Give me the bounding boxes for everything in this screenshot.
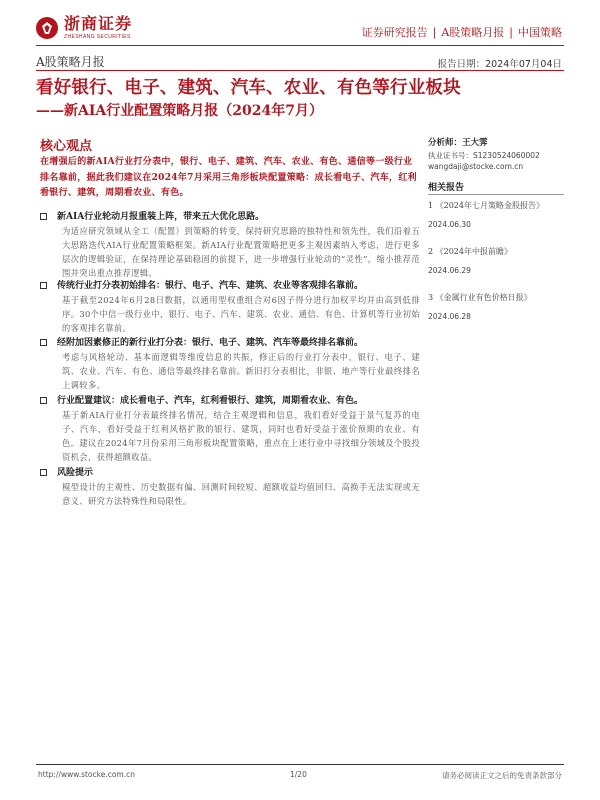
title-divider xyxy=(36,70,564,71)
bullet-section xyxy=(40,210,420,280)
bullet-section xyxy=(40,279,420,335)
related-report-title[interactable]: 2 《2024年中报前瞻》 xyxy=(428,247,512,256)
logo-emblem-icon xyxy=(36,17,58,39)
logo-english: ZHESHANG SECURITIES xyxy=(64,34,131,40)
related-reports-heading: 相关报告 xyxy=(428,183,465,193)
checkbox-bullet-icon xyxy=(40,469,47,476)
report-date: 报告日期：2024年07月04日 xyxy=(437,59,562,70)
logo-name: 浙商证券 xyxy=(64,14,133,33)
breadcrumb-item: A股策略月报 xyxy=(441,26,505,39)
header-divider xyxy=(36,45,564,46)
breadcrumb-item: 中国策略 xyxy=(518,26,562,39)
bullet-heading: 风险提示 xyxy=(57,468,94,478)
company-logo xyxy=(36,16,132,40)
bullet-body: 基于截至2024年6月28日数据，以通用型权重组合对6因子得分进行加权平均并由高到低排序。30个中信一级行业中，银行、电子、汽车、建筑、农业、通信、有色、计算机等行业初始的客观排名靠前。 xyxy=(62,295,420,333)
analyst-email[interactable]: wangdaji@stocke.com.cn xyxy=(428,162,524,171)
bullet-section xyxy=(40,466,420,508)
related-report-item[interactable] xyxy=(428,288,568,326)
checkbox-bullet-icon xyxy=(40,339,47,346)
checkbox-bullet-icon xyxy=(40,282,47,289)
related-report-item[interactable] xyxy=(428,242,568,280)
breadcrumb-item: 证券研究报告 xyxy=(361,26,428,39)
bullet-body: 模型设计的主观性、历史数据有偏、回测时间较短、超额收益均值回归、高换手无法实现或无意义、研究方法特殊性和局限性。 xyxy=(62,482,420,506)
related-report-title[interactable]: 1 《2024年七月策略金股报告》 xyxy=(428,201,544,210)
analyst-name: 分析师：王大霁 xyxy=(428,138,488,148)
footer-divider xyxy=(36,764,564,765)
bullet-heading: 经附加因素修正的新行业打分表：银行、电子、建筑、汽车等最终排名靠前。 xyxy=(57,338,364,348)
related-divider xyxy=(428,194,564,195)
bullet-body: 为适应研究领域从全工（配置）到策略的转变，保持研究思路的独特性和领先性，我们沿着五大思路迭代AIA行业配置策略框架。新AIA行业配置策略把更多主观因素纳入考虑，进行更多层次的逻辑验证，在保持理论基础稳固的前提下，进一步增强行业轮动的“灵性”，缩小推荐范围并突出重点推荐逻辑。 xyxy=(62,226,420,278)
related-report-date: 2024.06.30 xyxy=(428,220,471,229)
report-title: 看好银行、电子、建筑、汽车、农业、有色等行业板块 xyxy=(36,78,461,98)
section-heading-core: 核心观点 xyxy=(40,139,93,154)
checkbox-bullet-icon xyxy=(40,397,47,404)
bullet-heading: 新AIA行业轮动月报重装上阵，带来五大优化思路。 xyxy=(57,212,265,222)
related-report-date: 2024.06.29 xyxy=(428,266,471,275)
checkbox-bullet-icon xyxy=(40,213,47,220)
analyst-info xyxy=(428,138,540,173)
bullet-body: 考虑与风格轮动、基本面逻辑等维度信息的共振，修正后的行业打分表中，银行、电子、建筑、农业、汽车、有色、通信等最终排名靠前。新旧打分表相比，非银、地产等行业最终排名上调较多。 xyxy=(62,352,420,390)
bullet-section xyxy=(40,336,420,392)
page-number: 1/20 xyxy=(290,770,307,779)
related-report-title[interactable]: 3 《金属行业有色价格日报》 xyxy=(428,293,532,302)
footer-disclaimer: 请务必阅读正文之后的免责条款部分 xyxy=(442,771,562,780)
related-report-date: 2024.06.28 xyxy=(428,312,471,321)
breadcrumb-separator: | xyxy=(509,26,513,39)
report-type-breadcrumb xyxy=(362,24,562,40)
bullet-body: 基于新AIA行业打分表最终排名情况，结合主观逻辑和信息，我们看好受益于景气复苏的电子、汽车，看好受益于红利风格扩散的银行、建筑，同时也看好受益于涨价预期的农业、有色。建议在2024年7月份采用三角形板块配置策略，重点在上述行业中寻找细分领域及个股投资机会，获得超额收益。 xyxy=(62,410,420,462)
footer-url[interactable]: http://www.stocke.com.cn xyxy=(38,770,135,779)
related-report-item[interactable] xyxy=(428,196,568,234)
bullet-heading: 行业配置建议：成长看电子、汽车，红利看银行、建筑，周期看农业、有色。 xyxy=(57,396,364,406)
bullet-section xyxy=(40,394,420,464)
report-subtitle: ——新AIA行业配置策略月报（2024年7月） xyxy=(36,103,323,119)
breadcrumb-separator: | xyxy=(432,26,437,39)
analyst-certificate: 执业证书号：S1230524060002 xyxy=(428,150,540,160)
report-category: A股策略月报 xyxy=(36,55,105,69)
core-lead-paragraph: 在增强后的新AIA行业打分表中，银行、电子、建筑、汽车、农业、有色、通信等一级行业排名靠前，据此我们建议在2024年7月采用三角形板块配置策略：成长看电子、汽车，红利看银行、建筑，周期看农业、有色。 xyxy=(40,157,417,198)
bullet-heading: 传统行业打分表初始排名：银行、电子、汽车、建筑、农业等客观排名靠前。 xyxy=(57,281,364,291)
